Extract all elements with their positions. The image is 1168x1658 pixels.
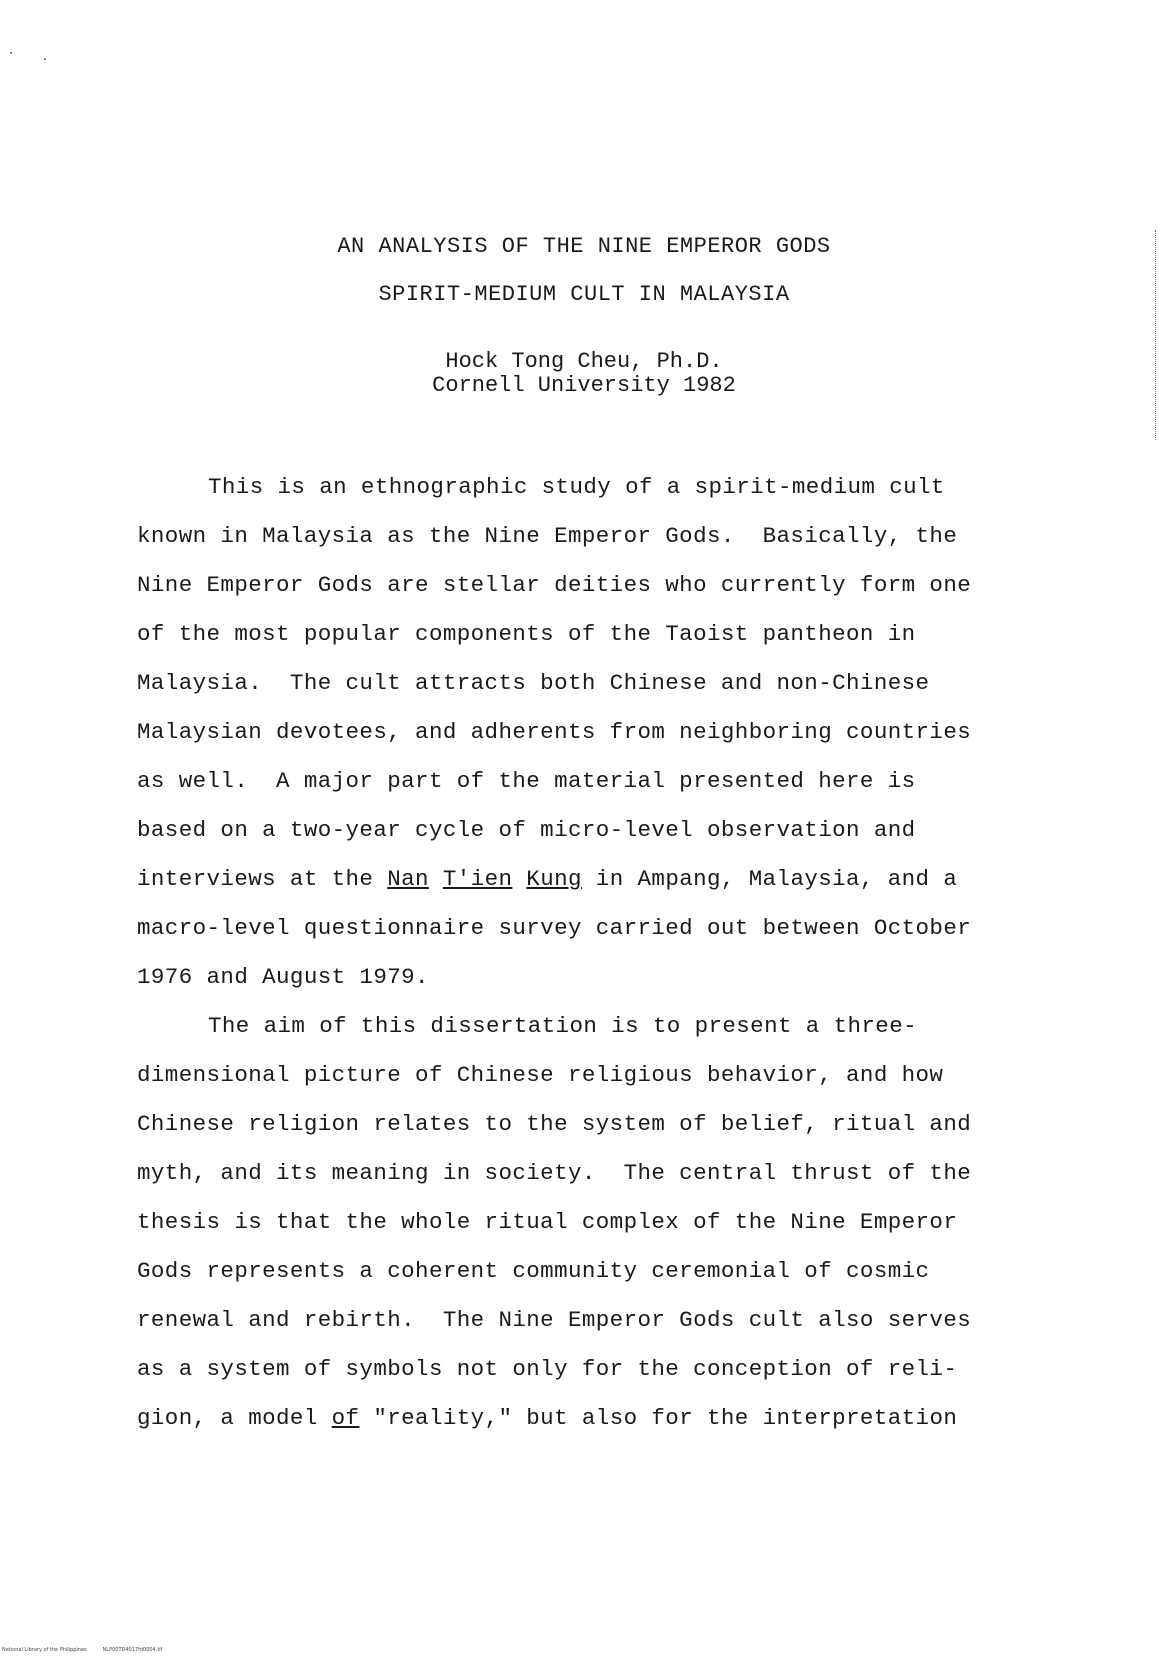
body-line: as a system of symbols not only for the conception of reli-: [137, 1356, 958, 1382]
scan-speck: [44, 58, 46, 60]
body-line: Gods represents a coherent community ceremonial of cosmic: [137, 1258, 930, 1284]
title-line-1: AN ANALYSIS OF THE NINE EMPEROR GODS: [337, 234, 831, 259]
author-affiliation: Cornell University 1982: [432, 373, 736, 398]
underlined-term: of: [331, 1405, 360, 1431]
body-line: of the most popular components of the Taoist pantheon in: [137, 621, 916, 647]
body-line: myth, and its meaning in society. The central thrust of the: [137, 1160, 972, 1186]
scan-footer: [2, 1647, 162, 1653]
footer-source: National Library of the Philippines: [2, 1647, 87, 1653]
body-line: [137, 866, 957, 892]
body-line: The aim of this dissertation is to present a three-: [208, 1013, 918, 1039]
body-line: Chinese religion relates to the system of belief, ritual and: [137, 1111, 972, 1137]
body-text: in Ampang, Malaysia, and a: [581, 866, 958, 892]
body-text: "reality," but also for the interpretation: [359, 1405, 958, 1431]
body-line: Nine Emperor Gods are stellar deities who currently form one: [137, 572, 972, 598]
underlined-term: Kung: [526, 866, 582, 892]
footer-file: NLP00TD4017fd0004.tif: [102, 1647, 163, 1653]
body-line: This is an ethnographic study of a spirit-medium cult: [208, 474, 945, 500]
scan-speck: [10, 52, 12, 54]
body-line: macro-level questionnaire survey carried out between October: [137, 915, 972, 941]
body-line: renewal and rebirth. The Nine Emperor Gods cult also serves: [137, 1307, 972, 1333]
scan-edge-dots: [1155, 230, 1156, 440]
body-line: Malaysia. The cult attracts both Chinese and non-Chinese: [137, 670, 930, 696]
underlined-term: Nan: [387, 866, 429, 892]
body-line: based on a two-year cycle of micro-level observation and: [137, 817, 916, 843]
body-line: [137, 1405, 957, 1431]
body-text: gion, a model: [137, 1405, 332, 1431]
body-text: interviews at the: [137, 866, 388, 892]
body-line: as well. A major part of the material presented here is: [137, 768, 916, 794]
body-line: 1976 and August 1979.: [137, 964, 429, 990]
body-line: known in Malaysia as the Nine Emperor Gods. Basically, the: [137, 523, 958, 549]
title-line-2: SPIRIT-MEDIUM CULT IN MALAYSIA: [378, 282, 790, 307]
underlined-term: T'ien: [442, 866, 513, 892]
body-line: Malaysian devotees, and adherents from neighboring countries: [137, 719, 972, 745]
body-line: thesis is that the whole ritual complex of the Nine Emperor: [137, 1209, 958, 1235]
body-line: dimensional picture of Chinese religious behavior, and how: [137, 1062, 944, 1088]
author-name: Hock Tong Cheu, Ph.D.: [445, 349, 723, 374]
